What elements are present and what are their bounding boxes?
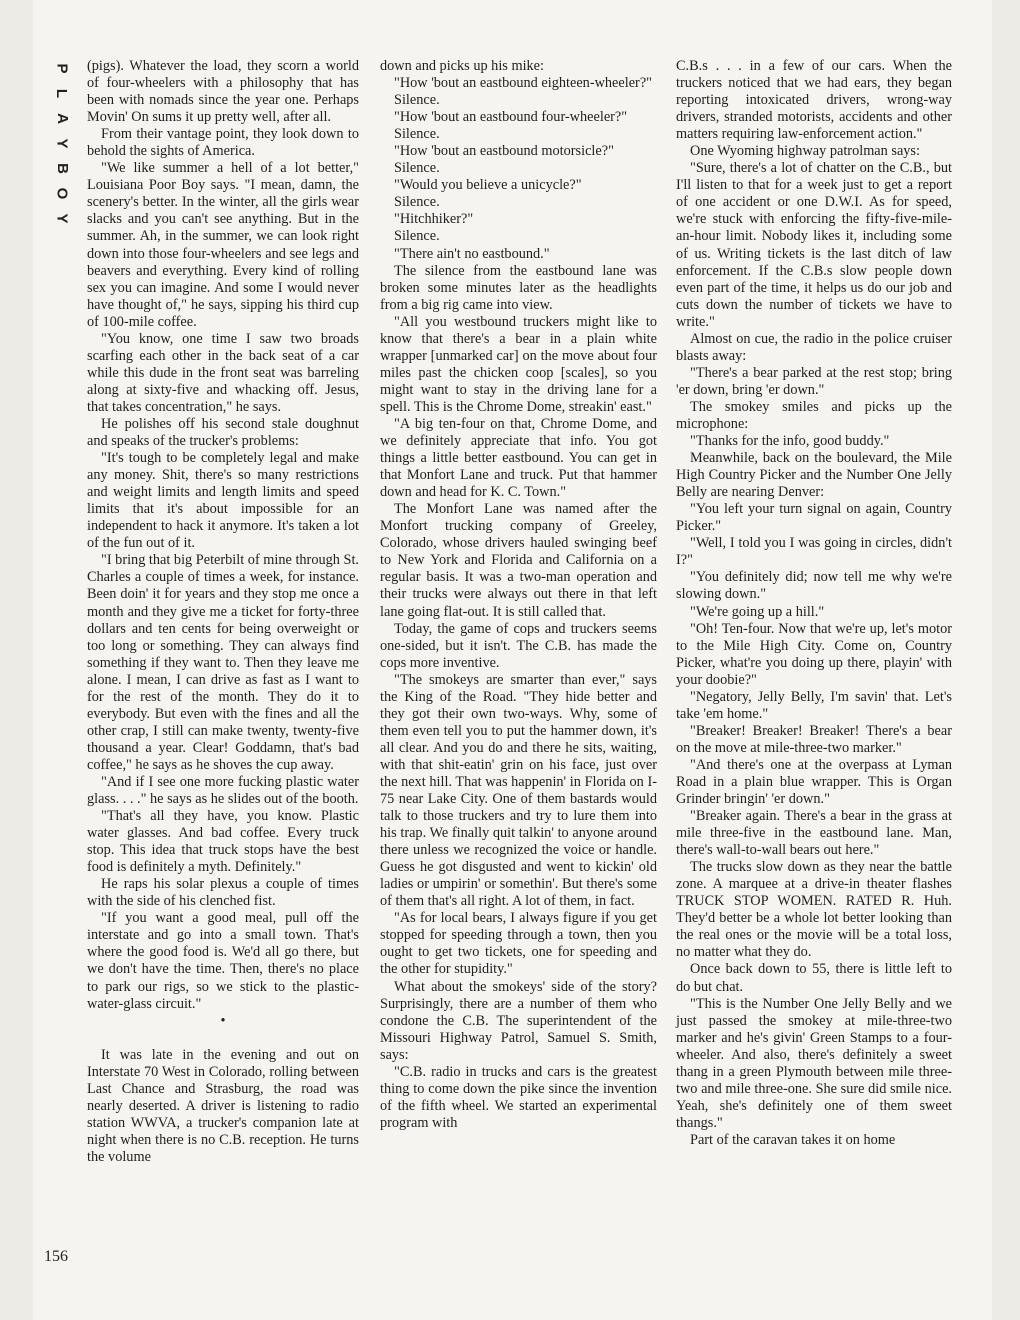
paragraph: "Breaker again. There's a bear in the grass at mile three-five in the eastbound lane. Man, there's wall-to-wall bears out here." — [676, 808, 952, 859]
paragraph: "A big ten-four on that, Chrome Dome, and we definitely appreciate that info. You got things a little better eastbound. You can get in that Monfort Lane and truck. Put that hammer down and head for K. C. Town." — [380, 415, 657, 501]
paragraph: "I bring that big Peterbilt of mine through St. Charles a couple of times a week, for instance. Been doin' it for years and they stop me once a month and they give me a ticket for forty-three dollars and ten cents for being overweight or too long or something. They can always find something if they want to. Then they leave me alone. I mean, I can drive as fast as I want to for the rest of the month. They do it to everybody. But even with the fines and all the other crap, I still can make twenty, twenty-five thousand a year. Clear! Goddamn, that's bad coffee," he says as he shoves the cup away. — [87, 552, 359, 773]
paragraph: "Oh! Ten-four. Now that we're up, let's motor to the Mile High City. Come on, Country Picker, what're you doing up there, playin' with your doobie?" — [676, 620, 952, 688]
paragraph: The trucks slow down as they near the battle zone. A marquee at a drive-in theater flashes TRUCK STOP WOMEN. RATED R. Huh. They'd better be a whole lot better looking than the real ones or the movie will be a total loss, no matter what they do. — [676, 859, 952, 961]
masthead-letter: B — [53, 163, 71, 174]
paragraph: The Monfort Lane was named after the Monfort trucking company of Greeley, Colorado, whose drivers hauled swinging beef to New York and Florida and California on a regular basis. It was a two-man operation and their trucks were always out there in that left lane going flat-out. It is still called that. — [380, 501, 657, 620]
paragraph: "C.B. radio in trucks and cars is the greatest thing to come down the pike since the invention of the fifth wheel. We started an experimental program with — [380, 1063, 657, 1131]
paragraph: "How 'bout an eastbound four-wheeler?" — [394, 109, 628, 126]
paragraph: The silence from the eastbound lane was broken some minutes later as the headlights from a big rig came into view. — [380, 262, 657, 313]
masthead-letter: O — [53, 187, 71, 200]
paragraph: "Would you believe a unicycle?" — [394, 177, 582, 194]
paragraph: "Breaker! Breaker! Breaker! There's a bear on the move at mile-three-two marker." — [676, 722, 952, 756]
paragraph: Silence. — [394, 126, 440, 143]
paragraph: "There's a bear parked at the rest stop; bring 'er down, bring 'er down." — [676, 364, 952, 398]
paragraph: He polishes off his second stale doughnut and speaks of the trucker's problems: — [87, 415, 359, 450]
paragraph: Meanwhile, back on the boulevard, the Mile High Country Picker and the Number One Jelly Belly are nearing Denver: — [676, 450, 952, 501]
paragraph: "All you westbound truckers might like to know that there's a bear in a plain white wrapper [unmarked car] on the move about four miles past the chicken coop [scales], so you might want to stay in the driving lane for a spell. This is the Chrome Dome, streakin' east." — [380, 313, 657, 415]
paragraph: "It's tough to be completely legal and make any money. Shit, there's so many restrictions and weight limits and length limits and speed limits that it's about impossible for an independent to hack it anymore. It's taken a lot of the fun out of it. — [87, 450, 359, 552]
paragraph: "You know, one time I saw two broads scarfing each other in the back seat of a car while this dude in the front seat was barreling along at sixty-five and whacking off. Jesus, that takes concentration," he says. — [87, 330, 359, 415]
paragraph: Today, the game of cops and truckers seems one-sided, but it isn't. The C.B. has made the cops more inventive. — [380, 620, 657, 671]
paragraph: "You definitely did; now tell me why we're slowing down." — [676, 569, 952, 603]
paragraph: "We like summer a hell of a lot better," Louisiana Poor Boy says. "I mean, damn, the scenery's better. In the winter, all the girls wear slacks and you can't see anything. But in the summer. Ah, in the summer, we can look right down into those four-wheelers and see legs and beavers and everything. Every kind of rolling sex you can imagine. And some I would never have thought of," he says, sipping his third cup of 100-mile coffee. — [87, 160, 359, 330]
paragraph: What about the smokeys' side of the story? Surprisingly, there are a number of them who condone the C.B. The superintendent of the Missouri Highway Patrol, Samuel S. Smith, says: — [380, 978, 657, 1063]
paragraph: "How 'bout an eastbound eighteen-wheeler?" — [394, 75, 653, 92]
paragraph: C.B.s . . . in a few of our cars. When the truckers noticed that we had ears, they began reporting intoxicated drivers, wrong-way drivers, stranded motorists, accidents and other matters requiring law-enforcement action." — [676, 58, 952, 143]
paragraph: "As for local bears, I always figure if you get stopped for speeding through a town, then you ought to get two tickets, one for speeding and the other for stupidity." — [380, 910, 657, 978]
paragraph: "The smokeys are smarter than ever," says the King of the Road. "They hide better and they got their own two-ways. Why, some of them even tell you to put the hammer down, it's all clear. And you do and there he sits, waiting, with that shit-eatin' grin on his face, just over the next hill. That was happenin' in Florida on I-75 near Lake City. One of them bastards would talk to those truckers and try to lure them into his trap. We finally quit talkin' to anyone around there unless we recognized the voice or handle. Guess he got disgusted and went to kickin' old ladies or umpirin' or somethin'. But there's some of them that's all right. A lot of them, in fact. — [380, 671, 657, 910]
paragraph: "We're going up a hill." — [690, 603, 825, 620]
paragraph: "You left your turn signal on again, Country Picker." — [676, 501, 952, 535]
text-column-1 — [87, 58, 359, 1166]
paragraph: "This is the Number One Jelly Belly and we just passed the smokey at mile-three-two marker and he's givin' Green Stamps to a four-wheeler. And also, there's definitely a sweet thang in a green Plymouth between mile three-two and mile three-one. She sure did smile nice. Yeah, she's definitely one of them sweet thangs." — [676, 995, 952, 1131]
paragraph: "How 'bout an eastbound motorsicle?" — [394, 143, 614, 160]
paragraph: down and picks up his mike: — [380, 58, 545, 74]
paragraph: Silence. — [394, 160, 440, 177]
paragraph: "And if I see one more fucking plastic water glass. . . ." he says as he slides out of the booth. — [87, 773, 359, 808]
paragraph: • — [220, 1012, 226, 1029]
paragraph: "And there's one at the overpass at Lyman Road in a plain blue wrapper. This is Organ Grinder bringin' 'er down." — [676, 756, 952, 808]
masthead-letter: P — [53, 63, 71, 74]
page-edge-left — [0, 0, 33, 1320]
paragraph: "If you want a good meal, pull off the interstate and go into a small town. That's where the good food is. We'd all go there, but we don't have the time. Then, there's no place to park our rigs, so we stick to the plastic-water-glass circuit." — [87, 910, 359, 1012]
paragraph: One Wyoming highway patrolman says: — [690, 143, 920, 160]
paragraph: It was late in the evening and out on Interstate 70 West in Colorado, rolling between Last Chance and Strasburg, the road was nearly deserted. A driver is listening to radio station WWVA, a trucker's companion late at night when there is no C.B. reception. He turns the volume — [87, 1046, 359, 1165]
paragraph: "Sure, there's a lot of chatter on the C.B., but I'll listen to that for a week just to get a report of one accident or one D.W.I. As for speed, we're stuck with enforcing the fifty-five-mile-an-hour limit. Nobody likes it, including some of us. Writing tickets is the last ditch of law enforcement. If the C.B.s slow people down even part of the time, it helps us do our job and cuts down the number of tickets we have to write." — [676, 160, 952, 330]
paragraph: "Thanks for the info, good buddy." — [690, 433, 890, 450]
paragraph: The smokey smiles and picks up the microphone: — [676, 398, 952, 432]
masthead-letter: Y — [53, 213, 71, 224]
paragraph: Silence. — [394, 92, 440, 109]
paragraph: He raps his solar plexus a couple of times with the side of his clenched fist. — [87, 876, 359, 910]
paragraph: From their vantage point, they look down to behold the sights of America. — [87, 126, 359, 160]
magazine-masthead — [49, 56, 69, 231]
text-column-3 — [676, 58, 952, 1149]
paragraph: Silence. — [394, 228, 440, 245]
paragraph: Once back down to 55, there is little left to do but chat. — [676, 961, 952, 995]
paragraph: "Well, I told you I was going in circles, didn't I?" — [676, 535, 952, 569]
paragraph: "Negatory, Jelly Belly, I'm savin' that. Let's take 'em home." — [676, 688, 952, 722]
masthead-letter: Y — [53, 138, 71, 149]
paragraph: "Hitchhiker?" — [394, 211, 474, 228]
paragraph: Almost on cue, the radio in the police cruiser blasts away: — [676, 330, 952, 364]
text-column-2 — [380, 58, 657, 1132]
masthead-letter: L — [53, 88, 71, 99]
paragraph: (pigs). Whatever the load, they scorn a world of four-wheelers with a philosophy that has been with nomads since the year one. Perhaps Movin' On sums it up pretty well, after all. — [87, 58, 359, 126]
paragraph: "There ain't no eastbound." — [394, 245, 550, 262]
masthead-letter: A — [53, 113, 71, 124]
paragraph: Part of the caravan takes it on home — [690, 1131, 896, 1148]
page-number: 156 — [44, 1248, 68, 1265]
paragraph: Silence. — [394, 194, 440, 211]
paragraph: "That's all they have, you know. Plastic water glasses. And bad coffee. Every truck stop. This idea that truck stops have the best food is definitely a myth. Definitely." — [87, 808, 359, 876]
page-edge-right — [992, 0, 1020, 1320]
